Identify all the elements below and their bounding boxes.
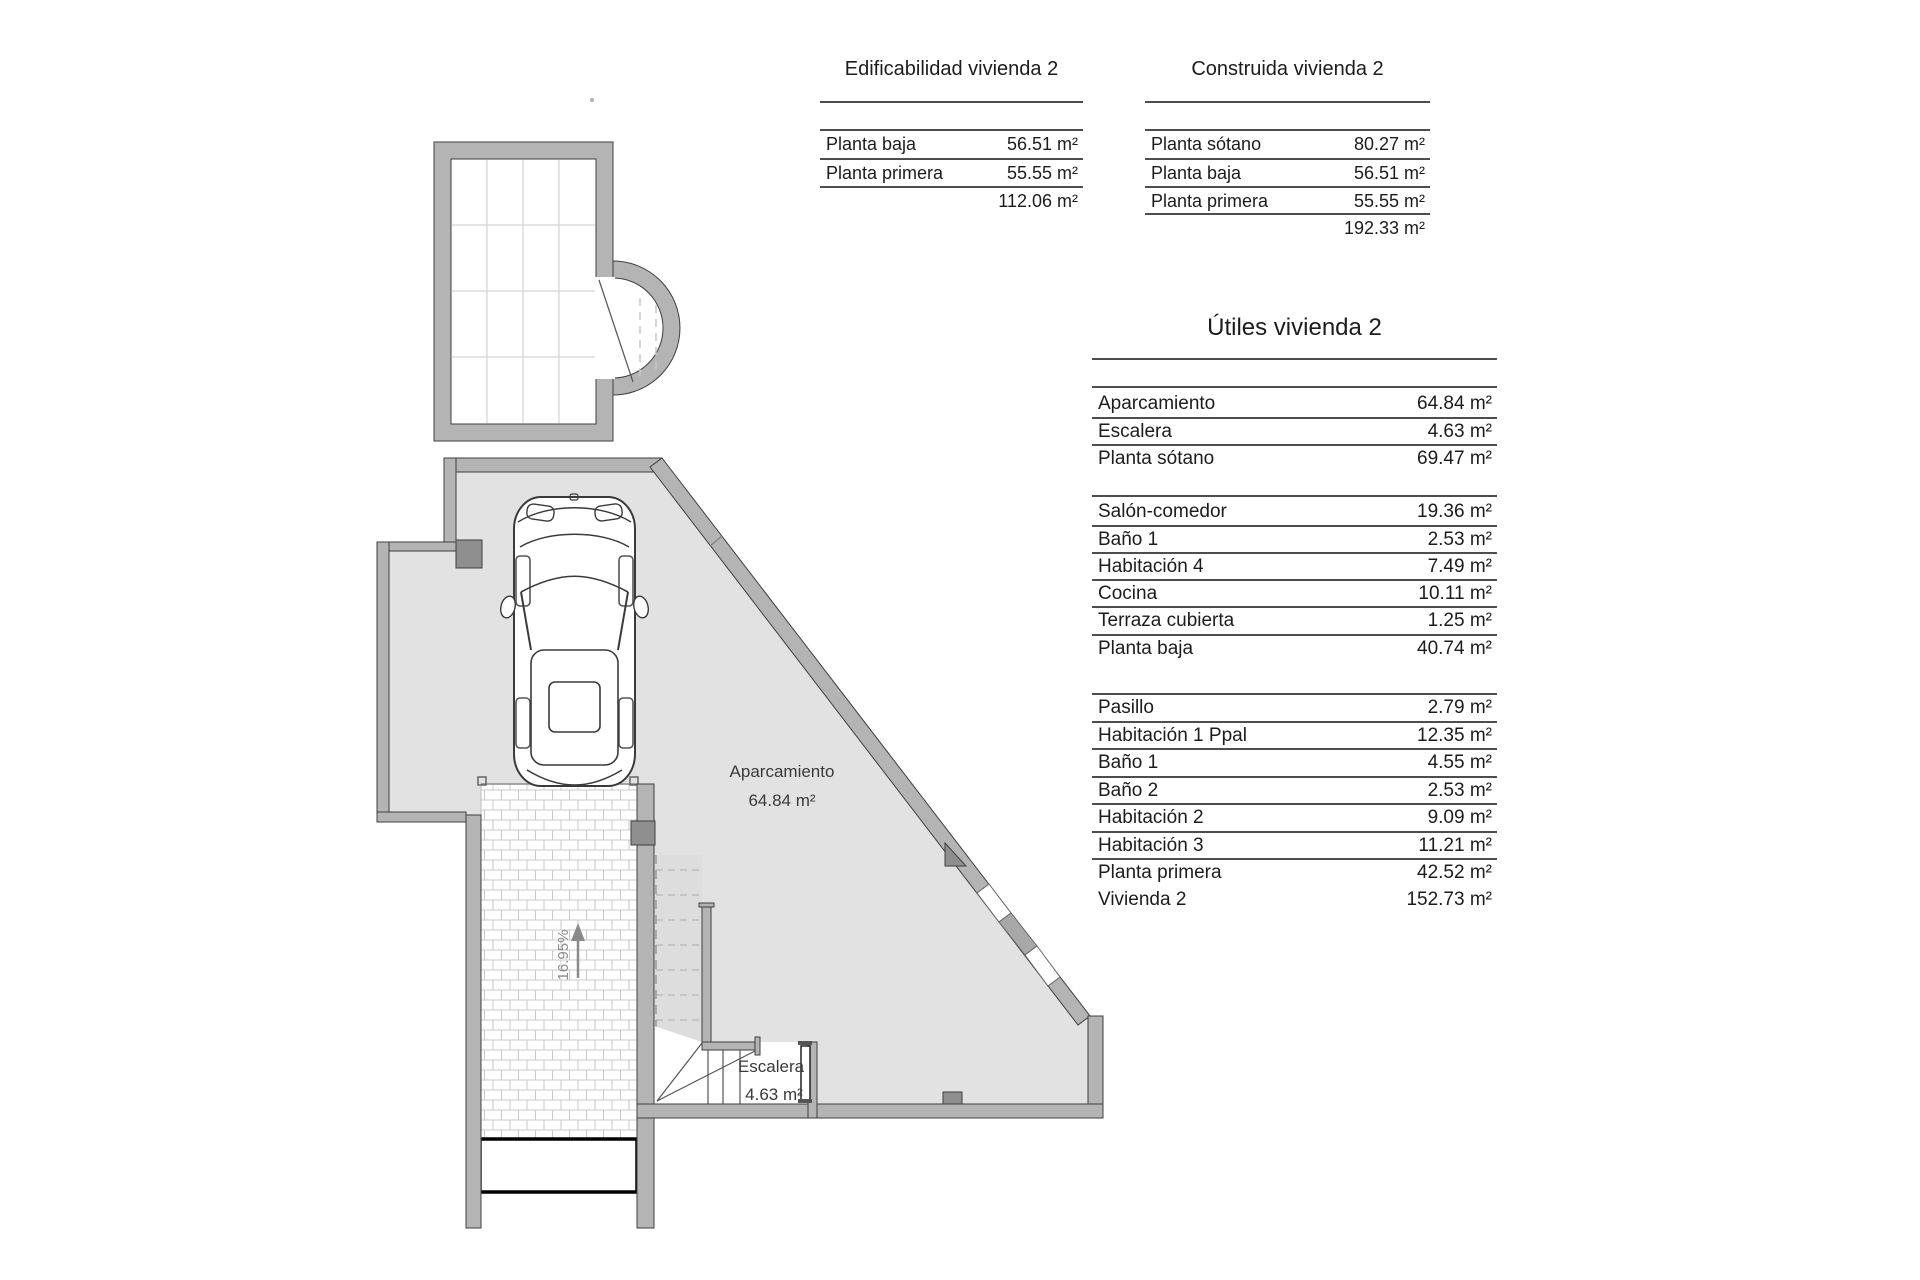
utiles-title: Útiles vivienda 2 [1207,314,1382,341]
edificabilidad-title: Edificabilidad vivienda 2 [844,58,1059,80]
table-row: Planta primera 55.55 m² [1151,191,1425,211]
table-row: Planta baja 56.51 m² [1151,163,1425,183]
table-row: Planta primera 42.52 m² [1098,862,1492,883]
table-row: Escalera 4.63 m² [1098,421,1492,442]
table-total-row: Vivienda 2 152.73 m² [1098,889,1492,910]
rule [1092,495,1497,497]
ramp-slope-label: 16.95% [555,929,572,981]
rule [1092,386,1497,388]
table-row: Planta sótano 80.27 m² [1151,134,1425,154]
aparcamiento-label: Aparcamiento [729,762,835,781]
table-row: Baño 1 2.53 m² [1098,529,1492,550]
escalera-label: Escalera [737,1057,805,1076]
table-row: Planta baja 56.51 m² [826,134,1078,154]
rule [1092,358,1497,360]
construida-title: Construida vivienda 2 [1191,58,1384,80]
escalera-area: 4.63 m² [745,1085,803,1104]
table-row: Baño 2 2.53 m² [1098,780,1492,801]
ramp [478,777,638,1192]
bay-opening [595,277,615,379]
table-row: Baño 1 4.55 m² [1098,752,1492,773]
aparcamiento-area: 64.84 m² [748,791,816,810]
print-dot [590,98,594,102]
table-row: Planta primera 55.55 m² [826,163,1078,183]
table-row: Cocina 10.11 m² [1098,583,1492,604]
table-row: Habitación 3 11.21 m² [1098,835,1492,856]
garage-door [480,1139,637,1192]
table-row: Planta sótano 69.47 m² [1098,448,1492,469]
table-row: Planta baja 40.74 m² [1098,638,1492,659]
table-total-row: 192.33 m² [1343,218,1425,238]
table-row: Pasillo 2.79 m² [1098,697,1492,718]
table-row: Terraza cubierta 1.25 m² [1098,610,1492,631]
table-row: Habitación 2 9.09 m² [1098,807,1492,828]
table-row: Salón-comedor 19.36 m² [1098,501,1492,522]
table-row: Habitación 4 7.49 m² [1098,556,1492,577]
rule [1145,101,1430,103]
table-row: Aparcamiento 64.84 m² [1098,393,1492,414]
rule [820,101,1083,103]
stairs-upper-flight [654,855,702,1042]
terrace-room [434,142,680,441]
table-total-row: 112.06 m² [998,191,1078,211]
car [499,494,651,786]
table-row: Habitación 1 Ppal 12.35 m² [1098,725,1492,746]
